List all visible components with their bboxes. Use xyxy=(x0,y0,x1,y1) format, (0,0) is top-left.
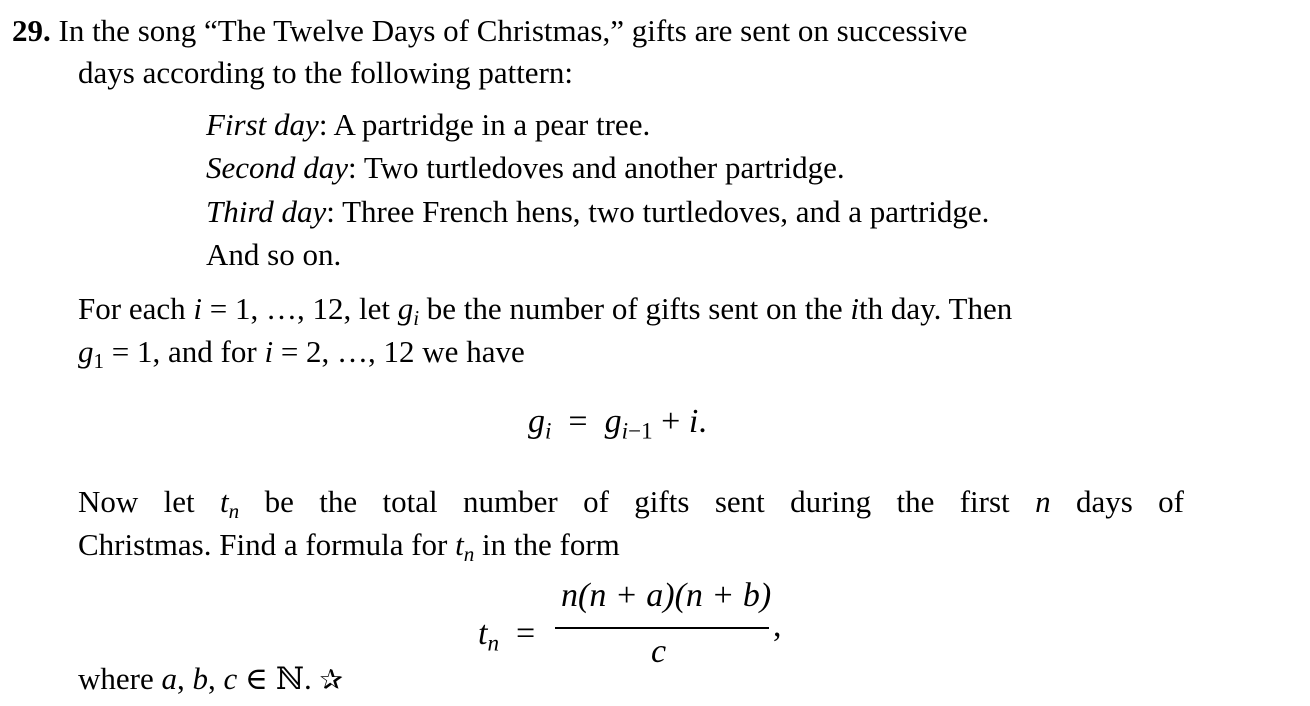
day-label: First day xyxy=(206,107,319,142)
text-run: ∈ ℕ. xyxy=(237,661,320,696)
fraction-numerator: n(n + a)(n + b) xyxy=(561,577,772,614)
text-run: be the total number of gifts sent during the first xyxy=(239,484,1036,519)
var-g: g xyxy=(397,291,414,326)
text-run: = 2, …, 12 we have xyxy=(273,334,525,369)
para3-line-b: Christmas. Find a formula for $t_n$ in the form xyxy=(78,527,620,566)
para2-line-a xyxy=(78,290,1013,330)
text-run: Now let xyxy=(78,484,221,519)
intro-text-1: In the song “The Twelve Days of Christmas,” gifts are sent on successive xyxy=(58,13,968,48)
and-so-on-text: And so on. xyxy=(206,237,342,272)
fraction-comma: , xyxy=(773,607,782,644)
formula-lhs: $t_n$ = xyxy=(478,615,536,657)
final-line: where a, b, c ∈ ℕ. ✰ xyxy=(78,661,344,696)
text-run: = 1, and for xyxy=(104,334,265,369)
day-label: Third day xyxy=(206,194,327,229)
text-run: be the number of gifts sent on the xyxy=(419,291,851,326)
day-text: : Two turtledoves and another partridge. xyxy=(348,150,845,185)
recurrence-equation: $g_i = g_{i-1} + i$. xyxy=(528,403,707,445)
text-run: days of xyxy=(1050,484,1184,519)
day-text: : Three French hens, two turtledoves, and a partridge. xyxy=(326,194,990,229)
day-text: : A partridge in a pear tree. xyxy=(318,107,651,142)
day-line-1 xyxy=(206,106,650,143)
intro-text-2: days according to the following pattern: xyxy=(78,55,574,90)
var-i: i xyxy=(850,291,859,326)
day-line-3 xyxy=(206,193,989,230)
and-so-on xyxy=(206,236,341,273)
intro-line-2 xyxy=(78,54,573,91)
para2-line-b: $g_1 = 1$, and for i = 2, …, 12 we have xyxy=(78,334,525,373)
fraction-denominator: c xyxy=(651,633,667,670)
day-label: Second day xyxy=(206,150,349,185)
var-g: g xyxy=(78,334,94,369)
intro-line-1 xyxy=(12,12,1178,49)
plus-sign: + xyxy=(652,403,689,440)
var-i: i xyxy=(264,334,274,369)
text-run: where xyxy=(78,661,162,696)
text-run: For each xyxy=(78,291,194,326)
text-run: Christmas. Find a formula for xyxy=(78,527,456,562)
day-line-2 xyxy=(206,149,845,186)
star-icon: ✰ xyxy=(319,663,344,696)
text-run: in the form xyxy=(474,527,620,562)
formula-fraction xyxy=(555,576,785,676)
para3-line-a: Now let $t_n$ be the total number of gifts sent during the first n days of xyxy=(78,484,1184,523)
text-run: = 1, …, 12, let xyxy=(201,291,398,326)
problem-number: 29. xyxy=(12,13,51,48)
text-run: th day. Then xyxy=(859,291,1013,326)
var-i: i xyxy=(193,291,202,326)
sub-i: i xyxy=(413,305,420,330)
fraction-bar xyxy=(555,627,769,629)
